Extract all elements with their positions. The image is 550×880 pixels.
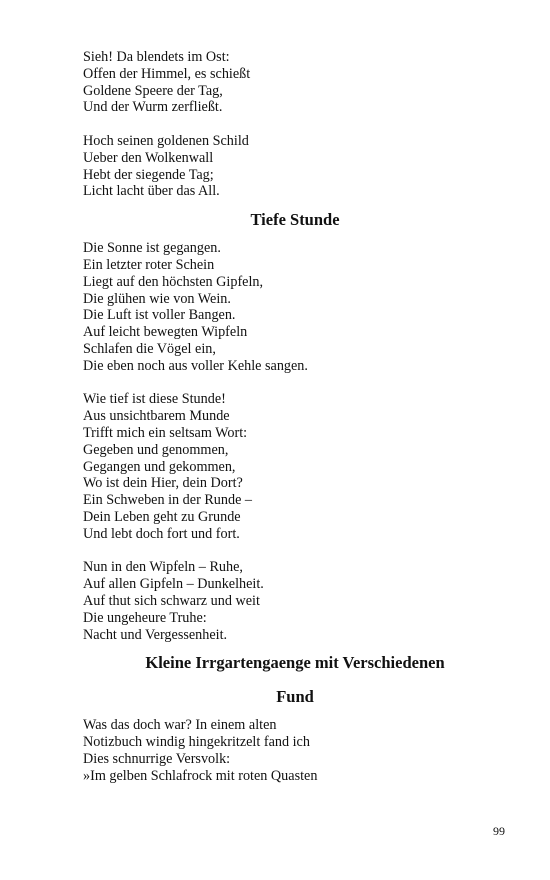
- poem-line: Die ungeheure Truhe:: [83, 609, 207, 626]
- poem-line: Ueber den Wolkenwall: [83, 149, 214, 166]
- poem-fund: [83, 717, 483, 784]
- stanza: [83, 49, 483, 116]
- page-number: 99: [493, 824, 505, 838]
- section-title: Kleine Irrgartengaenge mit Verschiedenen: [145, 653, 445, 673]
- poem-line: Trifft mich ein seltsam Wort:: [83, 424, 248, 441]
- stanza: [83, 240, 483, 374]
- poem-line: »Im gelben Schlafrock mit roten Quasten: [83, 767, 318, 784]
- poem-line: Sieh! Da blendets im Ost:: [83, 49, 230, 65]
- poem-line: Offen der Himmel, es schießt: [83, 65, 251, 82]
- poem-line: Auf allen Gipfeln – Dunkelheit.: [83, 576, 264, 593]
- poem-line: Was das doch war? In einem alten: [83, 717, 277, 734]
- poem-line: Wo ist dein Hier, dein Dort?: [83, 475, 243, 492]
- poem-continued: [83, 49, 483, 200]
- poem-line: Dein Leben geht zu Grunde: [83, 508, 241, 525]
- poem-line: Gegeben und genommen,: [83, 441, 229, 458]
- stanza: [83, 559, 483, 643]
- poem-line: Aus unsichtbarem Munde: [83, 408, 230, 425]
- poem-line: Hoch seinen goldenen Schild: [83, 132, 249, 149]
- poem-line: Hebt der siegende Tag;: [83, 166, 214, 183]
- poem-line: Gegangen und gekommen,: [83, 458, 236, 475]
- poem-line: Die glühen wie von Wein.: [83, 290, 231, 307]
- poem-line: Dies schnurrige Versvolk:: [83, 750, 231, 767]
- poem-line: Ein letzter roter Schein: [83, 256, 215, 273]
- poem-line: Nun in den Wipfeln – Ruhe,: [83, 559, 243, 576]
- poem-line: Die Luft ist voller Bangen.: [83, 307, 236, 324]
- poem-line: Und lebt doch fort und fort.: [83, 525, 240, 542]
- poem-line: Notizbuch windig hingekritzelt fand ich: [83, 734, 310, 751]
- poem-line: Die Sonne ist gegangen.: [83, 240, 221, 257]
- poem-line: Ein Schweben in der Runde –: [83, 492, 253, 509]
- stanza: [83, 391, 483, 542]
- poem-line: Wie tief ist diese Stunde!: [83, 391, 226, 408]
- poem-line: Licht lacht über das All.: [83, 183, 220, 200]
- poem-line: Auf thut sich schwarz und weit: [83, 592, 260, 609]
- poem-title-fund: Fund: [276, 687, 314, 707]
- poem-line: Und der Wurm zerfließt.: [83, 99, 223, 116]
- poem-line: Liegt auf den höchsten Gipfeln,: [83, 273, 264, 290]
- poem-line: Goldene Speere der Tag,: [83, 82, 223, 99]
- poem-line: Schlafen die Vögel ein,: [83, 340, 216, 357]
- poem-line: Auf leicht bewegten Wipfeln: [83, 324, 248, 341]
- poem-line: Die eben noch aus voller Kehle sangen.: [83, 357, 308, 374]
- page-content: [83, 49, 483, 784]
- stanza: [83, 133, 483, 200]
- poem-tiefe-stunde: [83, 240, 483, 643]
- poem-line: Nacht und Vergessenheit.: [83, 626, 228, 643]
- poem-title-tiefe-stunde: Tiefe Stunde: [250, 210, 340, 230]
